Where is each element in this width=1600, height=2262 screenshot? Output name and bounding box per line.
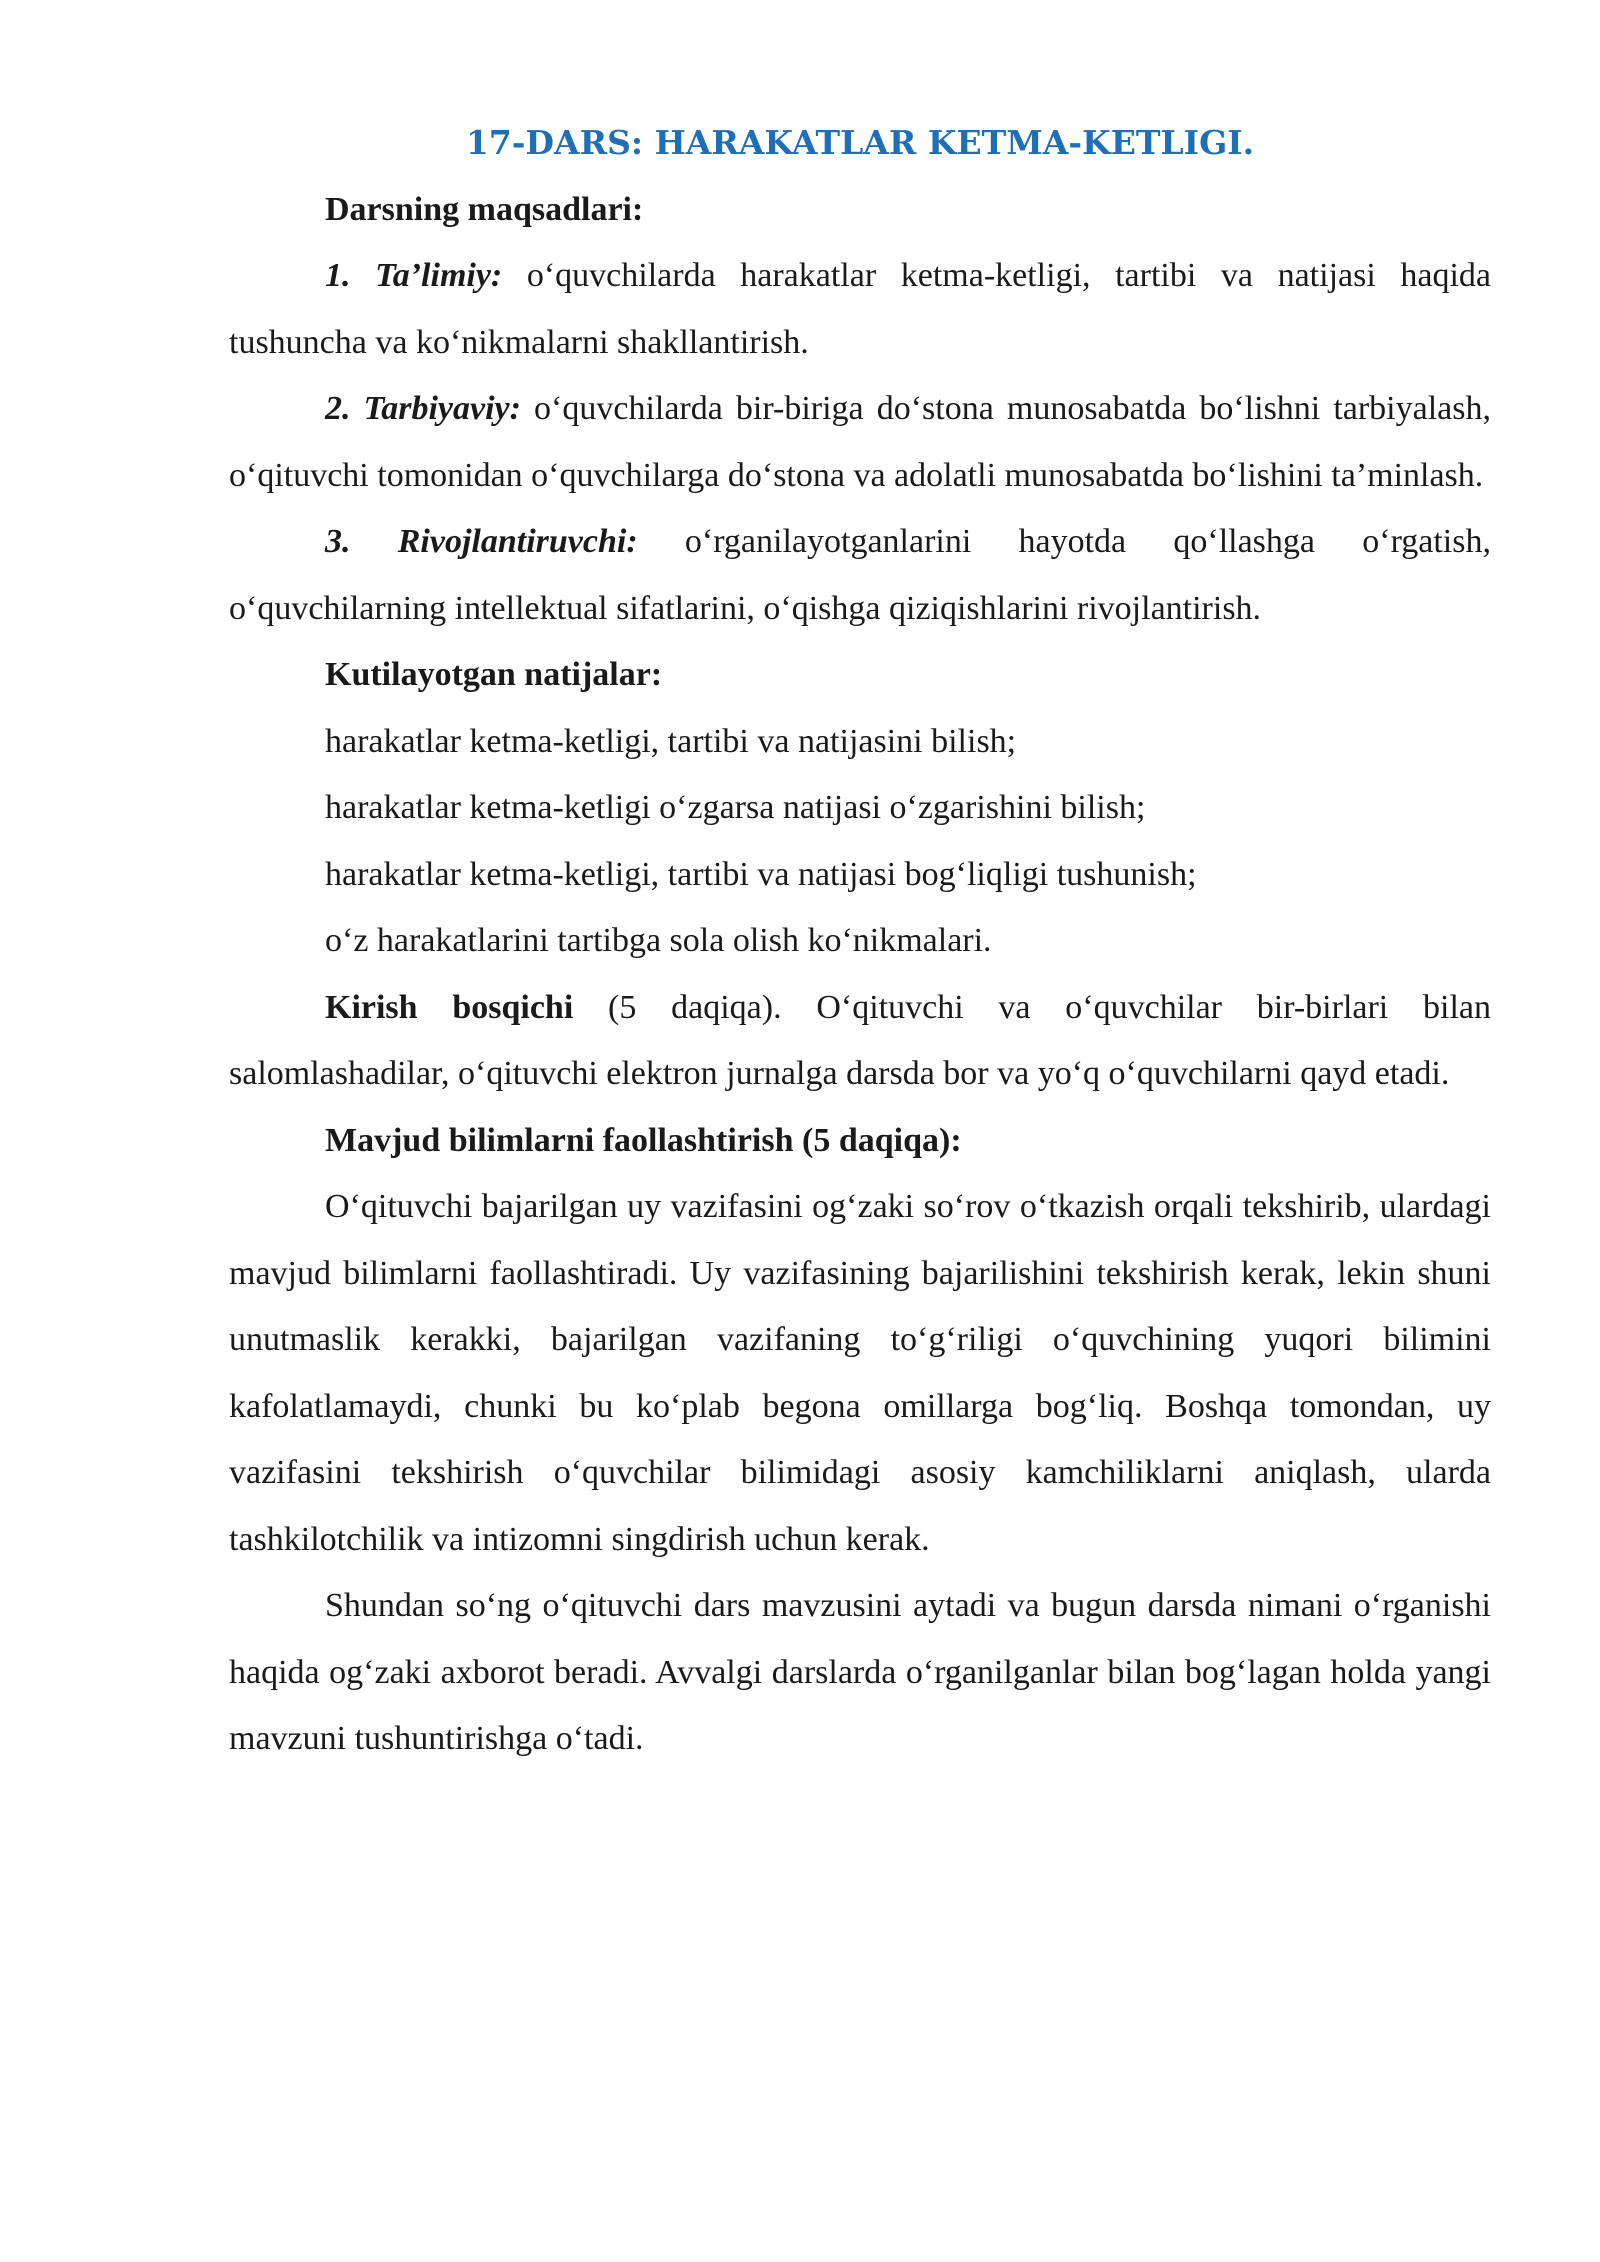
outcome-item: o‘z harakatlarini tartibga sola olish ko‘nikmalari. bbox=[325, 922, 992, 959]
outcome-item: harakatlar ketma-ketligi, tartibi va natijasini bilish; bbox=[325, 722, 1017, 760]
goal-item-1 bbox=[229, 243, 1491, 376]
outcome-item: harakatlar ketma-ketligi, tartibi va natijasi bog‘liqligi tushunish; bbox=[325, 855, 1197, 893]
goal-item-2 bbox=[229, 376, 1491, 509]
activation-heading: Mavjud bilimlarni faollashtirish (5 daqiqa): bbox=[325, 1121, 962, 1159]
goal-text: o‘quvchilarda harakatlar ketma-ketligi, tartibi va natijasi haqida tushuncha va ko‘nikmalarni shakllantirish. bbox=[229, 257, 1491, 361]
goal-text: o‘quvchilarda bir-biriga do‘stona munosabatda bo‘lishni tarbiyalash, o‘qituvchi tomonidan o‘quvchilarga do‘stona va adolatli munosabatda bo‘lishini ta’minlash. bbox=[229, 390, 1491, 494]
goal-label: 1. Ta’limiy: bbox=[325, 257, 503, 294]
intro-paragraph bbox=[229, 975, 1491, 1108]
goal-label: 3. Rivojlantiruvchi: bbox=[325, 523, 638, 560]
intro-label: Kirish bosqichi bbox=[325, 988, 574, 1026]
activation-paragraph: Shundan so‘ng o‘qituvchi dars mavzusini aytadi va bugun darsda nimani o‘rganishi haqida og‘zaki axborot beradi. Avvalgi darslarda o‘rganilganlar bilan bog‘lagan holda yangi mavzuni tushuntirishga o‘tadi. bbox=[229, 1587, 1491, 1757]
document-page bbox=[229, 110, 1491, 1773]
intro-text: (5 daqiqa). O‘qituvchi va o‘quvchilar bir-birlari bilan salomlashadilar, o‘qituvchi elektron jurnalga darsda bor va yo‘q o‘quvchilarni qayd etadi. bbox=[229, 988, 1491, 1092]
goals-heading: Darsning maqsadlari: bbox=[325, 190, 644, 228]
goal-item-3 bbox=[229, 509, 1491, 642]
goal-label: 2. Tarbiyaviy: bbox=[325, 390, 521, 427]
outcomes-heading: Kutilayotgan natijalar: bbox=[325, 656, 663, 693]
page-title: 17-DARS: HARAKATLAR KETMA-KETLIGI. bbox=[465, 123, 1255, 162]
activation-paragraph: O‘qituvchi bajarilgan uy vazifasini og‘zaki so‘rov o‘tkazish orqali tekshirib, ulardagi mavjud bilimlarni faollashtiradi. Uy vazifasining bajarilishini tekshirish kerak, lekin shuni unutmaslik kerakki, bajarilgan vazifaning to‘g‘riligi o‘quvchining yuqori bilimini kafolatlamaydi, chunki bu ko‘plab begona omillarga bog‘liq. Boshqa tomondan, uy vazifasini tekshirish o‘quvchilar bilimidagi asosiy kamchiliklarni aniqlash, ularda tashkilotchilik va intizomni singdirish uchun kerak. bbox=[229, 1188, 1491, 1558]
outcome-item: harakatlar ketma-ketligi o‘zgarsa natijasi o‘zgarishini bilish; bbox=[325, 789, 1146, 826]
goal-text: o‘rganilayotganlarini hayotda qo‘llashga o‘rgatish, o‘quvchilarning intellektual sifatlarini, o‘qishga qiziqishlarini rivojlantirish. bbox=[229, 523, 1491, 627]
